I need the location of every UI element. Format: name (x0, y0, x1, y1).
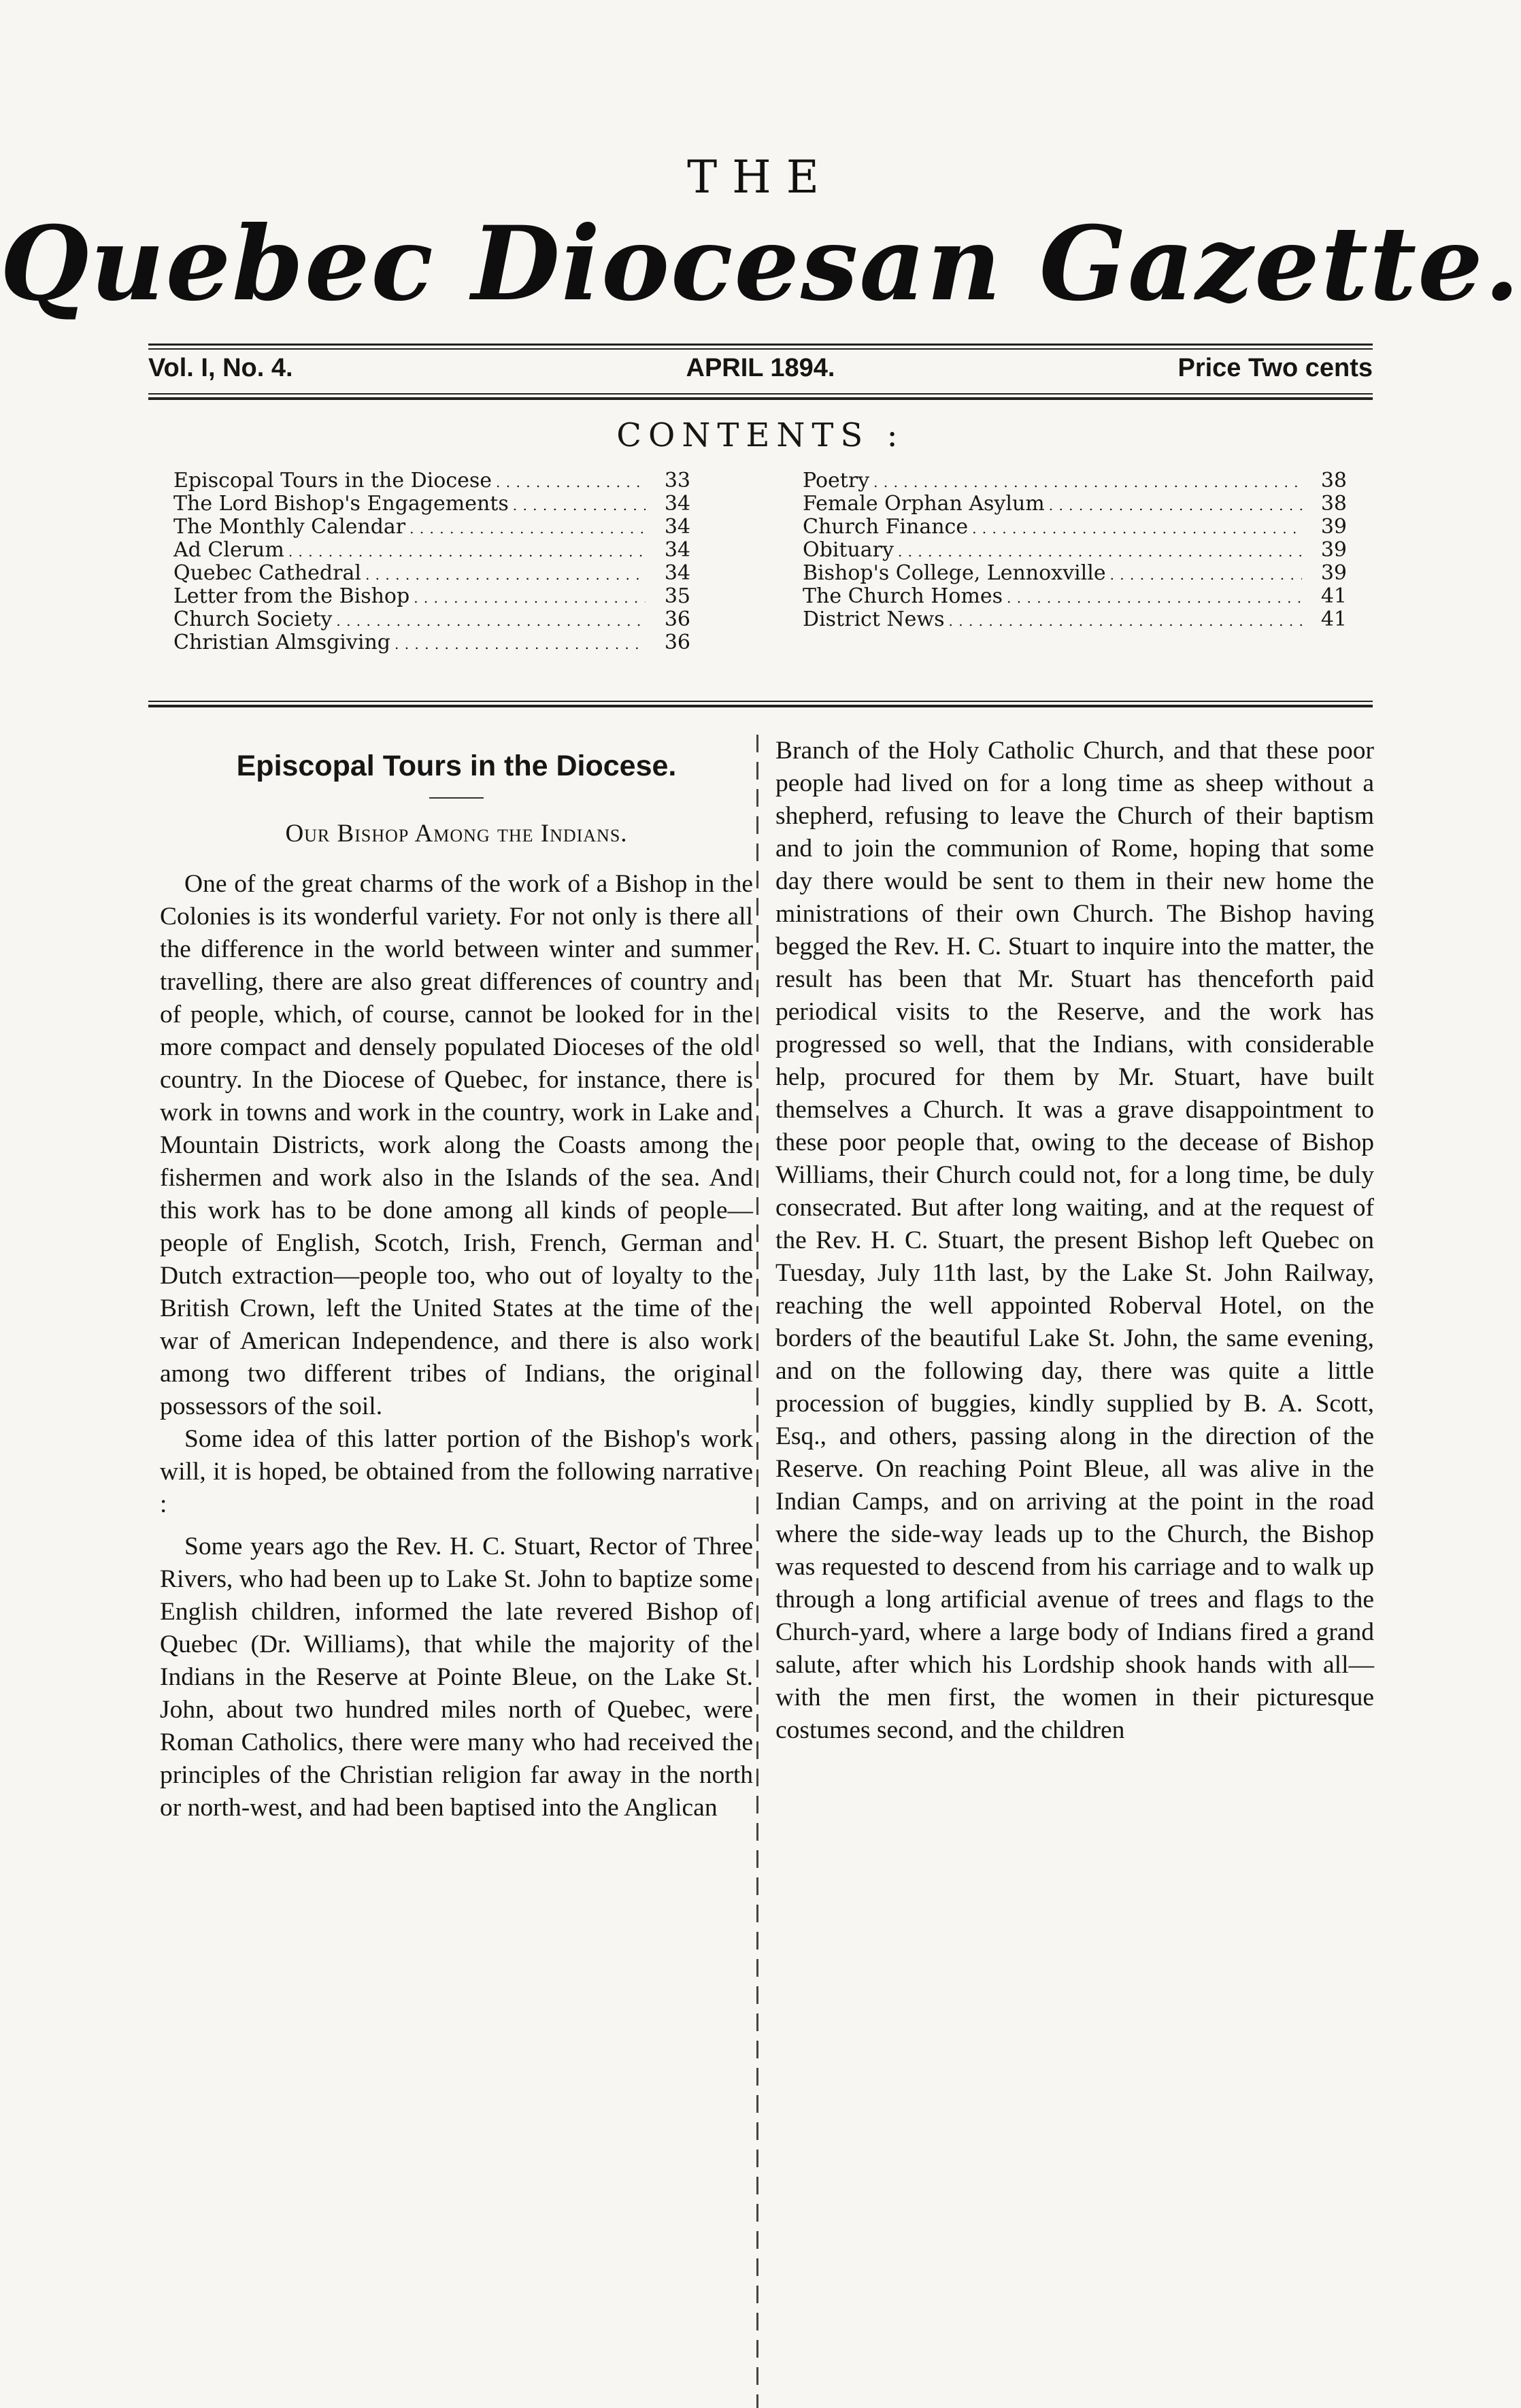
contents-item[interactable]: Female Orphan Asylum . . . 38 (803, 492, 1347, 516)
contents-item[interactable]: Poetry . . . 38 (803, 469, 1347, 492)
masthead-the: THE (687, 151, 834, 203)
article-column-right (775, 735, 1374, 1747)
contents-item[interactable]: Christian Almsgiving . . . 36 (173, 631, 690, 654)
issue-line (148, 354, 1373, 395)
contents-item[interactable]: District News . . . 41 (803, 608, 1347, 631)
masthead-rule-top-2 (148, 348, 1373, 350)
paragraph: Some years ago the Rev. H. C. Stuart, Rector of Three Rivers, who had been up to Lake St. John to baptize some English children, informed the late revered Bishop of Quebec (Dr. Williams), that while the majority of the Indians in the Reserve at Pointe Bleue, on the Lake St. John, about two hundred miles north of Quebec, were Roman Catholics, there were many who had received the principles of the Christian religion far away in the north or north-west, and had been baptised into the Anglican (160, 1533, 753, 1822)
contents-item[interactable]: Bishop's College, Lennoxville . . . 39 (803, 562, 1347, 585)
contents-item[interactable]: Quebec Cathedral . . . 34 (173, 562, 690, 585)
issue-date: APRIL 1894. (686, 354, 835, 382)
title-rule (429, 797, 484, 799)
column-divider (756, 735, 758, 2408)
masthead-rule-top (148, 344, 1373, 346)
contents-item[interactable]: Letter from the Bishop . . . 35 (173, 585, 690, 608)
contents-heading: CONTENTS : (616, 416, 905, 454)
paragraph: Some idea of this latter portion of the Bishop's work will, it is hoped, be obtained from the following narrative : (160, 1425, 753, 1518)
contents-list-right (803, 469, 1347, 631)
article-title: Episcopal Tours in the Diocese. (236, 750, 677, 782)
contents-item[interactable]: Episcopal Tours in the Diocese . . . 33 (173, 469, 690, 492)
contents-item[interactable]: The Lord Bishop's Engagements . . . 34 (173, 492, 690, 516)
issue-volume: Vol. I, No. 4. (148, 354, 293, 382)
masthead-title: Quebec Diocesan Gazette. (0, 204, 1521, 324)
contents-list-left (173, 469, 690, 654)
paragraph: One of the great charms of the work of a Bishop in the Colonies is its wonderful variety. For not only is there all the difference in the world between winter and summer travelling, there are also great differences of country and of people, which, of course, cannot be looked for in the more compact and densely populated Dioceses of the old country. In the Diocese of Quebec, for instance, there is work in towns and work in the country, work in Lake and Mountain Districts, work along the Coasts among the fishermen and work also in the Islands of the sea. And this work has to be done among all kinds of people—people of English, Scotch, Irish, French, German and Dutch extraction—people too, who out of loyalty to the British Crown, left the United States at the time of the war of American Independence, and there is also work among two different tribes of Indians, the original possessors of the soil. (160, 870, 753, 1420)
contents-item[interactable]: Church Finance . . . 39 (803, 516, 1347, 539)
paragraph: Branch of the Holy Catholic Church, and that these poor people had lived on for a long time as sheep without a shepherd, refusing to leave the Church of their baptism and to join the communion of Rome, hoping that some day there would be sent to them in their new home the ministrations of their own Church. The Bishop having begged the Rev. H. C. Stuart to inquire into the matter, the result has been that Mr. Stuart has thenceforth paid periodical visits to the Reserve, and the work has progressed so well, that the Indians, with considerable help, procured for them by Mr. Stuart, have built themselves a Church. It was a grave disappointment to these poor people that, owing to the decease of Bishop Williams, their Church could not, for a long time, be duly consecrated. But after long waiting, and at the request of the Rev. H. C. Stuart, the present Bishop left Quebec on Tuesday, July 11th last, by the Lake St. John Railway, reaching the well appointed Roberval Hotel, on the borders of the beautiful Lake St. John, the same evening, and on the following day, there was quite a little procession of buggies, kindly supplied by B. A. Scott, Esq., and others, passing along in the direction of the Reserve. On reaching Point Bleue, all was alive in the Indian Camps, and on arriving at the point in the road where the side-way leads up to the Church, the Bishop was requested to descend from his carriage and to walk up through a long artificial avenue of trees and flags to the Church-yard, where a large body of Indians fired a grand salute, after which his Lordship shook hands with all—with the men first, the women in their picturesque costumes second, and the children (775, 737, 1374, 1744)
issue-price: Price Two cents (1177, 354, 1373, 382)
issue-rule (148, 393, 1373, 395)
contents-item[interactable]: The Church Homes . . . 41 (803, 585, 1347, 608)
article-column-left (160, 735, 753, 1824)
contents-item[interactable]: Obituary . . . 39 (803, 539, 1347, 562)
contents-item[interactable]: Ad Clerum . . . 34 (173, 539, 690, 562)
contents-rule (148, 701, 1373, 702)
issue-rule-2 (148, 397, 1373, 400)
contents-item[interactable]: Church Society . . . 36 (173, 608, 690, 631)
article-subtitle: Our Bishop Among the Indians. (285, 820, 628, 848)
contents-item[interactable]: The Monthly Calendar . . . 34 (173, 516, 690, 539)
contents-rule-2 (148, 705, 1373, 707)
